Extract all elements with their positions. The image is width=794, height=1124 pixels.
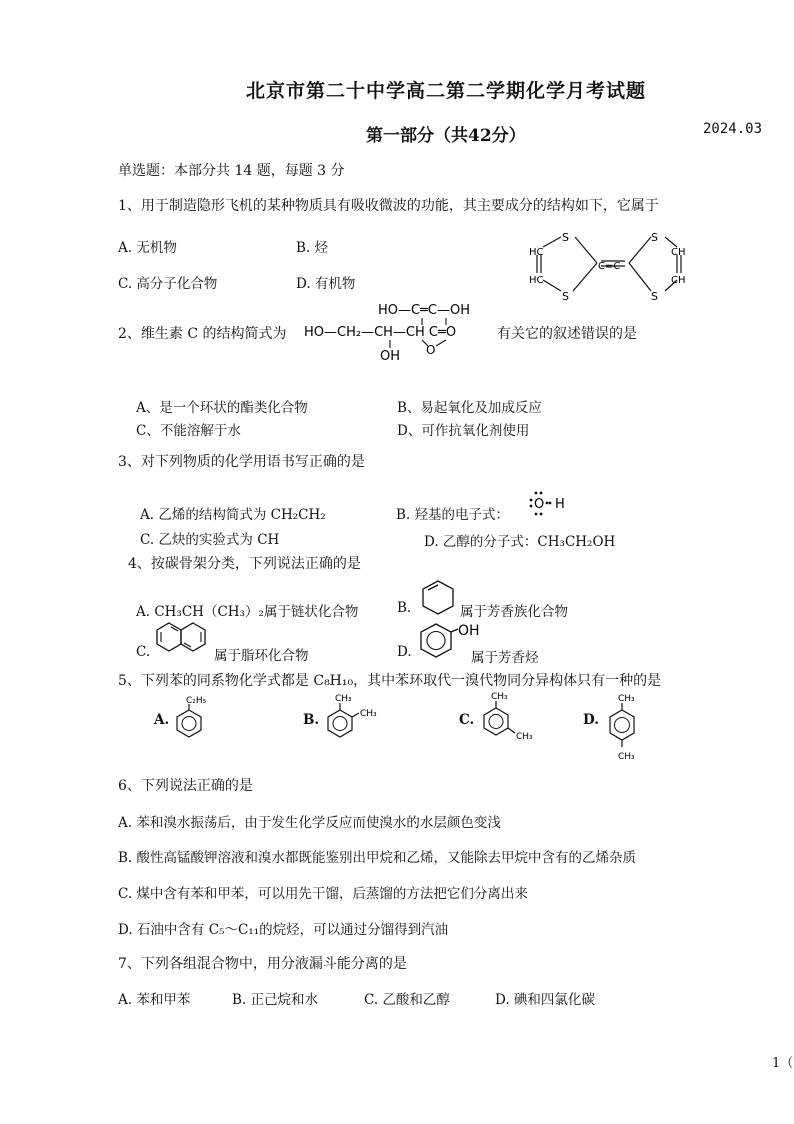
phenol-oh-label: OH [458, 623, 480, 639]
question-1-option-a[interactable]: A. 无机物 [118, 240, 177, 256]
question-2-option-c[interactable]: C、不能溶解于水 [136, 423, 241, 439]
question-4-option-d-text: 属于芳香烃 [471, 650, 539, 666]
exam-title: 北京市第二十中学高二第二学期化学月考试题 [246, 80, 647, 102]
question-2-option-d[interactable]: D、可作抗氧化剂使用 [397, 423, 530, 439]
structure-hc-label: HC [529, 247, 544, 258]
question-6-option-a[interactable]: A. 苯和溴水振荡后，由于发生化学反应而使溴水的水层颜色变浅 [118, 815, 501, 831]
structure-s-label: S [651, 231, 658, 244]
question-5-option-c[interactable]: C. [459, 712, 475, 728]
question-2-option-b[interactable]: B、易起氧化及加成反应 [397, 400, 542, 416]
formula-ring-o: O [426, 343, 436, 357]
question-1-option-b[interactable]: B. 烃 [296, 240, 329, 256]
part-title: 第一部分（共42分） [366, 126, 526, 146]
question-3-option-b[interactable]: B. 羟基的电子式： [396, 507, 510, 523]
question-2-suffix: 有关它的叙述错误的是 [497, 326, 637, 342]
question-7-option-d[interactable]: D. 碘和四氯化碳 [495, 992, 595, 1008]
question-1-option-c[interactable]: C. 高分子化合物 [118, 276, 218, 292]
o-xylene-structure [322, 690, 386, 744]
question-3-option-c[interactable]: C. 乙炔的实验式为 CH [140, 532, 280, 548]
question-5-stem: 5、下列苯的同系物化学式都是 C₈H₁₀，其中苯环取代一溴代物同分异构体只有一种的是 [118, 673, 662, 689]
question-3-stem: 3、对下列物质的化学用语书写正确的是 [118, 454, 365, 470]
structure-ch-label: CH [671, 275, 686, 286]
cyclohexene-structure [418, 577, 458, 617]
ethyl-label: C₂H₅ [186, 696, 207, 706]
formula-oh: OH [380, 349, 401, 364]
exam-date: 2024.03 [703, 121, 763, 137]
methyl-label: CH₃ [516, 732, 533, 742]
structure-s-label: S [562, 231, 569, 244]
question-4-option-c-label[interactable]: C. [136, 644, 151, 660]
methyl-label: CH₃ [335, 694, 352, 704]
question-3-option-a[interactable]: A. 乙烯的结构简式为 CH₂CH₂ [140, 507, 326, 523]
question-4-option-b-text: 属于芳香族化合物 [460, 604, 568, 620]
question-2-option-a[interactable]: A、是一个环状的酯类化合物 [136, 400, 308, 416]
question-4-option-d-label[interactable]: D. [397, 644, 412, 660]
section-heading: 单选题：本部分共 14 题，每题 3 分 [118, 163, 345, 179]
hydroxyl-electron-formula [528, 488, 578, 518]
question-4-stem: 4、按碳骨架分类，下列说法正确的是 [128, 556, 361, 572]
question-2-prefix: 2、维生素 C 的结构简式为 [118, 326, 287, 342]
question-4-option-b-label[interactable]: B. [397, 600, 412, 616]
question-7-option-b[interactable]: B. 正己烷和水 [232, 992, 319, 1008]
question-7-stem: 7、下列各组混合物中，用分液漏斗能分离的是 [118, 956, 407, 972]
question-5-option-d[interactable]: D. [583, 712, 599, 728]
question-6-stem: 6、下列说法正确的是 [118, 778, 253, 794]
methyl-label: CH₃ [360, 709, 377, 719]
formula-top: HO—C═C—OH [378, 303, 470, 318]
question-5-option-a[interactable]: A. [154, 712, 170, 728]
structure-ch-label: CH [671, 247, 686, 258]
question-4-option-a[interactable]: A. CH₃CH（CH₃）₂属于链状化合物 [136, 604, 359, 620]
naphthalene-structure [154, 620, 212, 654]
ethylbenzene-structure [174, 692, 224, 740]
vitamin-c-formula [300, 298, 490, 366]
question-1-stem: 1、用于制造隐形飞机的某种物质具有吸收微波的功能，其主要成分的结构如下，它属于 [118, 198, 659, 214]
page-number: 1（ [772, 1056, 794, 1071]
methyl-label: CH₃ [618, 752, 635, 762]
question-5-option-b[interactable]: B. [303, 712, 320, 728]
structure-s-label: S [651, 290, 658, 303]
question-7-option-c[interactable]: C. 乙酸和乙醇 [364, 992, 450, 1008]
structure-s-label: S [562, 290, 569, 303]
question-6-option-b[interactable]: B. 酸性高锰酸钾溶液和溴水都既能鉴别出甲烷和乙烯，又能除去甲烷中含有的乙烯杂质 [118, 850, 637, 866]
structure-hc-label: HC [529, 275, 544, 286]
methyl-label: CH₃ [491, 692, 508, 702]
electron-formula-h: H [555, 497, 565, 512]
question-6-option-c[interactable]: C. 煤中含有苯和甲苯，可以用先干馏，后蒸馏的方法把它们分离出来 [118, 886, 528, 902]
structure-cc-label: C=C [598, 261, 621, 272]
formula-middle: HO—CH₂—CH—CH C═O [304, 325, 457, 340]
m-xylene-structure [478, 688, 542, 750]
methyl-label: CH₃ [618, 694, 635, 704]
question-6-option-d[interactable]: D. 石油中含有 C₅～C₁₁的烷烃，可以通过分馏得到汽油 [118, 922, 449, 938]
p-xylene-structure [604, 690, 654, 768]
question-3-option-d[interactable]: D. 乙醇的分子式：CH₃CH₂OH [424, 534, 616, 550]
question-1-structure [525, 225, 705, 305]
electron-formula-o: O [534, 497, 545, 512]
question-7-option-a[interactable]: A. 苯和甲苯 [118, 992, 191, 1008]
question-1-option-d[interactable]: D. 有机物 [296, 276, 356, 292]
question-4-option-c-text: 属于脂环化合物 [214, 648, 309, 664]
